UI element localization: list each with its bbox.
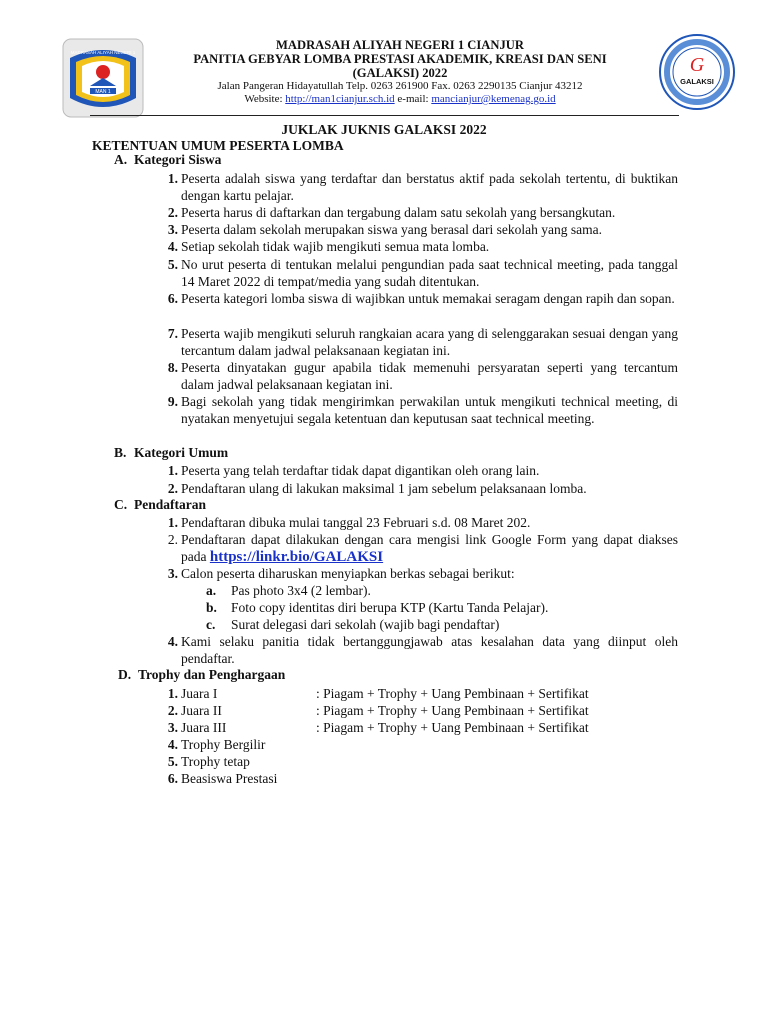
committee-name: PANITIA GEBYAR LOMBA PRESTASI AKADEMIK, KREASI DAN SENI	[193, 52, 607, 66]
category-label: Kategori Siswa	[134, 152, 222, 167]
award-description: : Piagam + Trophy + Uang Pembinaan + Sertifikat	[316, 686, 589, 701]
item-text: Peserta wajib mengikuti seluruh rangkaian acara yang di selenggarakan sesuai dengan yang tercantum dalam jadwal pelaksanaan kegiatan ini.	[181, 326, 678, 359]
item-text: Peserta dalam sekolah merupakan siswa yang berasal dari sekolah yang sama.	[181, 222, 602, 237]
galaksi-logo	[658, 33, 736, 111]
item-text	[181, 531, 678, 567]
item-text: Pendaftaran dibuka mulai tanggal 23 Februari s.d. 08 Maret 202.	[181, 515, 531, 530]
item-text: Peserta adalah siswa yang terdaftar dan berstatus aktif pada sekolah tertentu, di buktikan dengan kartu pelajar.	[181, 171, 678, 204]
sub-item-text: Pas photo 3x4 (2 lembar).	[231, 583, 371, 598]
item-number: 3.	[167, 222, 178, 237]
item-number: 2.	[167, 532, 178, 547]
award-number: 4.	[167, 737, 178, 752]
item-text: Peserta harus di daftarkan dan tergabung dalam satu sekolah yang bersangkutan.	[181, 205, 616, 220]
email-label: e-mail:	[394, 93, 432, 105]
category-letter: C.	[114, 497, 128, 512]
sub-item-letter: a.	[206, 583, 217, 598]
award-name: Juara III	[181, 720, 227, 735]
item-text: Bagi sekolah yang tidak mengirimkan perwakilan untuk mengikuti technical meeting, di nyatakan menyetujui segala ketentuan dan keputusan saat technical meeting.	[181, 394, 678, 427]
item-number: 2.	[167, 205, 178, 220]
award-number: 1.	[167, 686, 178, 701]
logo-ring-text: MADRASAH ALIYAH NEGERI 1	[70, 50, 136, 55]
sub-list-item	[206, 582, 371, 599]
item-number: 1.	[167, 171, 178, 186]
item-text: Kami selaku panitia tidak bertanggungjawab atas kesalahan data yang diinput oleh pendaftar.	[181, 634, 678, 667]
item-number: 5.	[167, 257, 178, 272]
institution-name: MADRASAH ALIYAH NEGERI 1 CIANJUR	[276, 38, 524, 52]
website-label: Website:	[244, 93, 286, 105]
sub-item-text: Surat delegasi dari sekolah (wajib bagi pendaftar)	[231, 617, 500, 632]
item-number: 6.	[167, 291, 178, 306]
item-number: 8.	[167, 360, 178, 375]
event-short-name: (GALAKSI) 2022	[352, 66, 448, 80]
letterhead	[150, 38, 650, 106]
sub-item-letter: b.	[206, 600, 217, 615]
award-name: Beasiswa Prestasi	[181, 771, 278, 786]
item-number: 7.	[167, 326, 178, 341]
category-letter: D.	[118, 667, 132, 682]
item-text: Peserta yang telah terdaftar tidak dapat digantikan oleh orang lain.	[181, 463, 540, 478]
address-line: Jalan Pangeran Hidayatullah Telp. 0263 261900 Fax. 0263 2290135 Cianjur 43212	[217, 80, 583, 92]
award-number: 5.	[167, 754, 178, 769]
email-link[interactable]: mancianjur@kemenag.go.id	[431, 93, 556, 105]
item-text-body: Pendaftaran dapat dilakukan dengan cara mengisi link Google Form yang dapat diakses pada	[181, 532, 678, 565]
item-text: Peserta dinyatakan gugur apabila tidak memenuhi persyaratan seperti yang tercantum dalam jadwal pelaksanaan kegiatan ini.	[181, 360, 678, 393]
award-number: 6.	[167, 771, 178, 786]
item-text: No urut peserta di tentukan melalui pengundian pada saat technical meeting, pada tanggal 14 Maret 2022 di tempat/media yang sudah ditentukan.	[181, 257, 678, 290]
item-number: 1.	[167, 515, 178, 530]
category-heading-d	[118, 667, 285, 683]
item-text: Peserta kategori lomba siswa di wajibkan untuk memakai seragam dengan rapih dan sopan.	[181, 291, 675, 306]
award-number: 2.	[167, 703, 178, 718]
contact-line	[150, 93, 650, 106]
award-name: Juara II	[181, 703, 222, 718]
item-number: 4.	[167, 634, 178, 649]
website-link[interactable]: http://man1cianjur.sch.id	[285, 93, 395, 105]
category-heading-a	[114, 152, 221, 168]
section-title: KETENTUAN UMUM PESERTA LOMBA	[92, 138, 344, 153]
award-description: : Piagam + Trophy + Uang Pembinaan + Sertifikat	[316, 703, 589, 718]
category-letter: A.	[114, 152, 128, 167]
item-number: 1.	[167, 463, 178, 478]
logo-g-letter: G	[689, 54, 705, 76]
category-letter: B.	[114, 445, 127, 460]
award-number: 3.	[167, 720, 178, 735]
category-label: Pendaftaran	[134, 497, 206, 512]
item-text: Setiap sekolah tidak wajib mengikuti semua mata lomba.	[181, 239, 490, 254]
registration-link[interactable]: https://linkr.bio/GALAKSI	[209, 549, 384, 566]
award-name: Trophy tetap	[181, 754, 250, 769]
category-heading-c	[114, 497, 206, 513]
sub-list-item	[206, 599, 548, 616]
award-name: Juara I	[181, 686, 218, 701]
document-title: JUKLAK JUKNIS GALAKSI 2022	[281, 122, 487, 137]
letterhead-divider	[90, 115, 679, 116]
item-text: Calon peserta diharuskan menyiapkan berkas sebagai berikut:	[181, 566, 515, 581]
item-text: Pendaftaran ulang di lakukan maksimal 1 jam sebelum pelaksanaan lomba.	[181, 481, 587, 496]
sub-item-text: Foto copy identitas diri berupa KTP (Kartu Tanda Pelajar).	[231, 600, 549, 615]
category-heading-b	[114, 445, 228, 461]
logo-galaksi-text: GALAKSI	[680, 77, 714, 86]
item-number: 4.	[167, 239, 178, 254]
sub-list-item	[206, 616, 499, 633]
award-name: Trophy Bergilir	[181, 737, 266, 752]
item-number: 9.	[167, 394, 178, 409]
item-number: 2.	[167, 481, 178, 496]
category-label: Kategori Umum	[134, 445, 229, 460]
item-number: 3.	[167, 566, 178, 581]
sub-item-letter: c.	[206, 617, 216, 632]
madrasah-logo	[62, 38, 144, 118]
award-description: : Piagam + Trophy + Uang Pembinaan + Sertifikat	[316, 720, 589, 735]
logo-badge-text: MAN 1	[95, 89, 111, 95]
category-label: Trophy dan Penghargaan	[138, 667, 286, 682]
